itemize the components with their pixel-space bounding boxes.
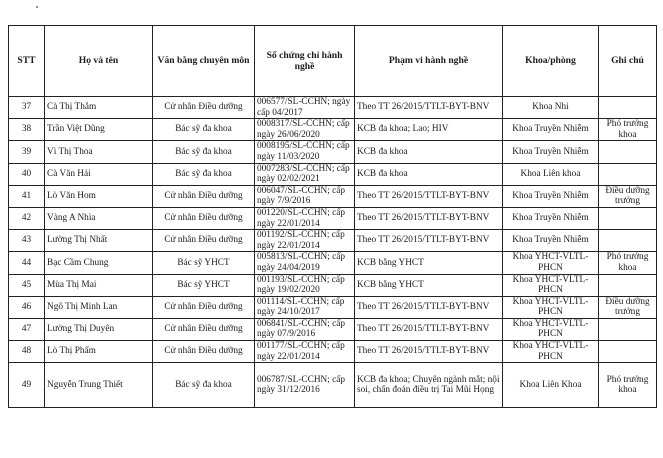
cell-cert: 0008317/SL-CCHN; cấp ngày 26/06/2020 <box>255 119 355 141</box>
cell-note <box>599 97 657 119</box>
cell-cert: 001192/SL-CCHN; cấp ngày 22/01/2014 <box>255 230 355 252</box>
cell-name: Cà Thị Thắm <box>45 97 153 119</box>
cell-stt: 41 <box>9 185 45 207</box>
cell-scope: KCB đa khoa; Lao; HIV <box>355 119 503 141</box>
cell-cert: 005813/SL-CCHN; cấp ngày 24/04/2019 <box>255 252 355 274</box>
staff-table <box>8 25 657 408</box>
cell-name: Mùa Thị Mai <box>45 274 153 296</box>
cell-scope: Theo TT 26/2015/TTLT-BYT-BNV <box>355 341 503 363</box>
cell-scope: Theo TT 26/2015/TTLT-BYT-BNV <box>355 296 503 318</box>
cell-cert: 006841/SL-CCHN; cấp ngày 07/9/2016 <box>255 318 355 340</box>
header-cert: Số chứng chỉ hành nghề <box>255 26 355 97</box>
header-row <box>9 26 657 97</box>
cell-name: Vàng A Nhìa <box>45 207 153 229</box>
cell-dept: Khoa Liên Khoa <box>503 363 599 408</box>
cell-name: Nguyễn Trung Thiết <box>45 363 153 408</box>
cell-cert: 0008195/SL-CCHN; cấp ngày 11/03/2020 <box>255 141 355 163</box>
cell-degree: Cử nhân Điều dưỡng <box>153 185 255 207</box>
cell-stt: 42 <box>9 207 45 229</box>
header-stt: STT <box>9 26 45 97</box>
cell-note: Phó trưởng khoa <box>599 119 657 141</box>
cell-dept: Khoa YHCT-VLTL-PHCN <box>503 318 599 340</box>
cell-name: Ngô Thị Minh Lan <box>45 296 153 318</box>
cell-stt: 37 <box>9 97 45 119</box>
table-row <box>9 363 657 408</box>
cell-dept: Khoa YHCT-VLTL-PHCN <box>503 252 599 274</box>
cell-cert: 0007283/SL-CCHN; cấp ngày 02/02/2021 <box>255 163 355 185</box>
cell-stt: 48 <box>9 341 45 363</box>
cell-degree: Cử nhân Điều dưỡng <box>153 296 255 318</box>
cell-scope: Theo TT 26/2015/TTLT-BYT-BNV <box>355 230 503 252</box>
cell-name: Lò Văn Hom <box>45 185 153 207</box>
table-row <box>9 185 657 207</box>
cell-dept: Khoa Nhi <box>503 97 599 119</box>
cell-cert: 001114/SL-CCHN; cấp ngày 24/10/2017 <box>255 296 355 318</box>
cell-cert: 006577/SL-CCHN; ngày cấp 04/2017 <box>255 97 355 119</box>
cell-note: Điều dưỡng trưởng <box>599 185 657 207</box>
header-note: Ghi chú <box>599 26 657 97</box>
cell-name: Trần Việt Dũng <box>45 119 153 141</box>
cell-name: Lường Thị Duyên <box>45 318 153 340</box>
cell-scope: KCB đa khoa <box>355 141 503 163</box>
cell-name: Lò Thị Phấm <box>45 341 153 363</box>
cell-note <box>599 230 657 252</box>
cell-scope: Theo TT 26/2015/TTLT-BYT-BNV <box>355 97 503 119</box>
cell-note <box>599 163 657 185</box>
header-dept: Khoa/phòng <box>503 26 599 97</box>
cell-dept: Khoa Truyền Nhiễm <box>503 207 599 229</box>
cell-note: Điều dưỡng trưởng <box>599 296 657 318</box>
cell-degree: Bác sỹ YHCT <box>153 252 255 274</box>
cell-degree: Bác sỹ đa khoa <box>153 163 255 185</box>
header-scope: Phạm vi hành nghề <box>355 26 503 97</box>
cell-degree: Bác sỹ đa khoa <box>153 363 255 408</box>
cell-scope: KCB bằng YHCT <box>355 274 503 296</box>
cell-cert: 006787/SL-CCHN; cấp ngày 31/12/2016 <box>255 363 355 408</box>
table-row <box>9 230 657 252</box>
cell-degree: Cử nhân Điều dưỡng <box>153 230 255 252</box>
cell-degree: Cử nhân Điều dưỡng <box>153 341 255 363</box>
cell-dept: Khoa YHCT-VLTL-PHCN <box>503 296 599 318</box>
cell-cert: 001177/SL-CCHN; cấp ngày 22/01/2014 <box>255 341 355 363</box>
cell-name: Lường Thị Nhất <box>45 230 153 252</box>
cell-stt: 39 <box>9 141 45 163</box>
cell-dept: Khoa Truyền Nhiễm <box>503 141 599 163</box>
table-row <box>9 163 657 185</box>
header-degree: Văn bằng chuyên môn <box>153 26 255 97</box>
cell-note <box>599 207 657 229</box>
cell-note <box>599 274 657 296</box>
cell-degree: Bác sỹ đa khoa <box>153 141 255 163</box>
cell-dept: Khoa Truyền Nhiễm <box>503 119 599 141</box>
table-row <box>9 341 657 363</box>
cell-note <box>599 341 657 363</box>
cell-name: Vì Thị Thoa <box>45 141 153 163</box>
cell-stt: 45 <box>9 274 45 296</box>
cell-degree: Bác sỹ đa khoa <box>153 119 255 141</box>
cell-scope: KCB đa khoa <box>355 163 503 185</box>
table-row <box>9 274 657 296</box>
cell-degree: Cử nhân Điều dưỡng <box>153 97 255 119</box>
cell-degree: Bác sỹ YHCT <box>153 274 255 296</box>
cell-note: Phó trưởng khoa <box>599 252 657 274</box>
cell-dept: Khoa Liên khoa <box>503 163 599 185</box>
cell-stt: 46 <box>9 296 45 318</box>
cell-stt: 38 <box>9 119 45 141</box>
cell-scope: Theo TT 26/2015/TTLT-BYT-BNV <box>355 207 503 229</box>
table-row <box>9 252 657 274</box>
cell-cert: 001193/SL-CCHN; cấp ngày 19/02/2020 <box>255 274 355 296</box>
cell-cert: 006047/SL-CCHN; cấp ngày 7/9/2016 <box>255 185 355 207</box>
cell-scope: KCB đa khoa; Chuyên ngành mắt; nội soi, chẩn đoán điều trị Tai Mũi Họng <box>355 363 503 408</box>
table-row <box>9 97 657 119</box>
table-row <box>9 296 657 318</box>
cell-degree: Cử nhân Điều dưỡng <box>153 207 255 229</box>
table-row <box>9 141 657 163</box>
cell-cert: 001220/SL-CCHN; cấp ngày 22/01/2014 <box>255 207 355 229</box>
cell-dept: Khoa YHCT-VLTL-PHCN <box>503 341 599 363</box>
cell-dept: Khoa Truyền Nhiễm <box>503 185 599 207</box>
cell-name: Bạc Cầm Chung <box>45 252 153 274</box>
table-row <box>9 207 657 229</box>
header-name: Họ và tên <box>45 26 153 97</box>
table-row <box>9 318 657 340</box>
cell-dept: Khoa YHCT-VLTL-PHCN <box>503 274 599 296</box>
cell-stt: 43 <box>9 230 45 252</box>
cell-stt: 44 <box>9 252 45 274</box>
table-row <box>9 119 657 141</box>
cell-name: Cà Văn Hải <box>45 163 153 185</box>
cell-note <box>599 141 657 163</box>
cell-scope: Theo TT 26/2015/TTLT-BYT-BNV <box>355 185 503 207</box>
cell-stt: 47 <box>9 318 45 340</box>
cell-note <box>599 318 657 340</box>
cell-degree: Cử nhân Điều dưỡng <box>153 318 255 340</box>
cell-stt: 49 <box>9 363 45 408</box>
scan-speck <box>36 6 38 8</box>
cell-dept: Khoa Truyền Nhiễm <box>503 230 599 252</box>
cell-stt: 40 <box>9 163 45 185</box>
cell-scope: Theo TT 26/2015/TTLT-BYT-BNV <box>355 318 503 340</box>
cell-scope: KCB bằng YHCT <box>355 252 503 274</box>
cell-note: Phó trưởng khoa <box>599 363 657 408</box>
